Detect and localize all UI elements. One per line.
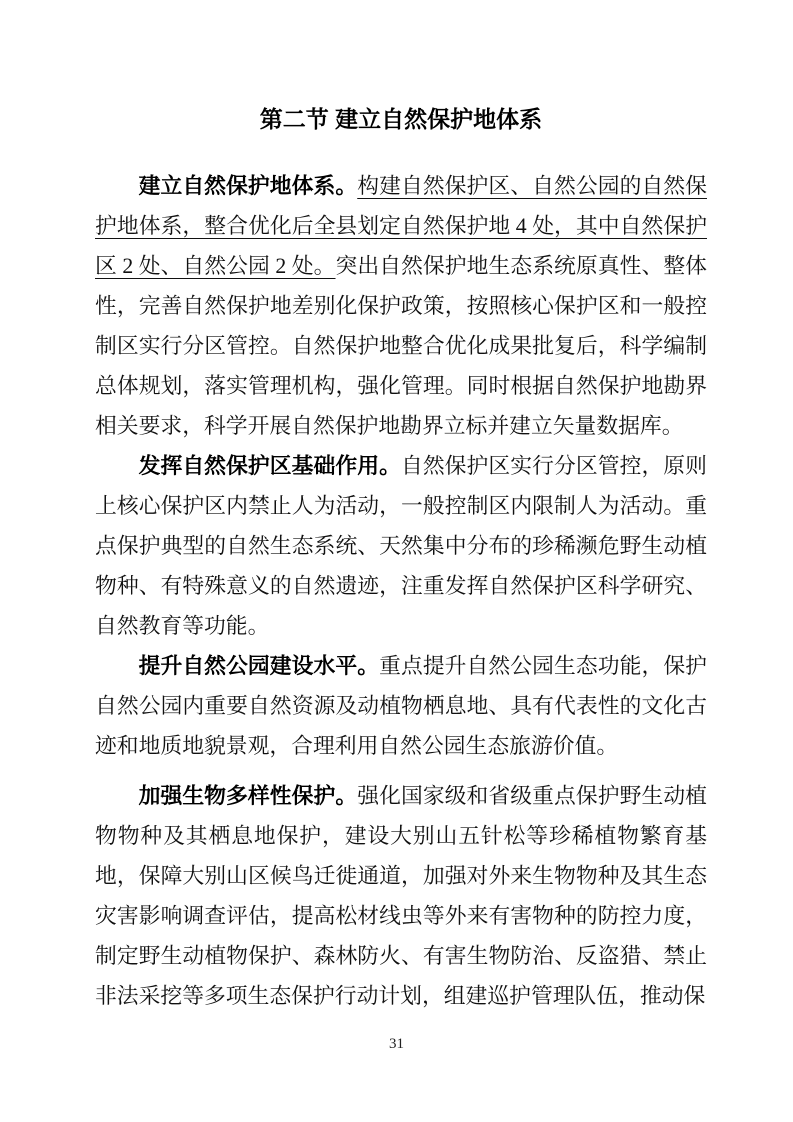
- section-title: 第二节 建立自然保护地体系: [259, 106, 543, 132]
- paragraph: [95, 446, 707, 646]
- paragraph: [95, 646, 707, 766]
- paragraph-text: 突出自然保护地生态系统原真性、整体性，完善自然保护地差别化保护政策，按照核心保护区和一般控制区实行分区管控。自然保护地整合优化成果批复后，科学编制总体规划，落实管理机构，强化管理。同时根据自然保护地勘界相关要求，科学开展自然保护地勘界立标并建立矢量数据库。: [95, 254, 707, 438]
- paragraph-lead: 提升自然公园建设水平。: [138, 654, 380, 678]
- paragraph-text: 强化国家级和省级重点保护野生动植物物种及其栖息地保护，建设大别山五针松等珍稀植物繁育基地，保障大别山区候鸟迁徙通道，加强对外来生物物种及其生态灾害影响调查评估，提高松材线虫等外来有害物种的防控力度，制定野生动植物保护、森林防火、有害生物防治、反盗猎、禁止非法采挖等多项生态保护行动计划，组建巡护管理队伍，推动保: [95, 784, 707, 1008]
- paragraph-text: 重点提升自然公园生态功能，保护自然公园内重要自然资源及动植物栖息地、具有代表性的文化古迹和地质地貌景观，合理利用自然公园生态旅游价值。: [95, 654, 707, 758]
- paragraph-lead: 发挥自然保护区基础作用。: [138, 454, 401, 478]
- paragraph: [95, 166, 707, 446]
- underlined-passage: 构建自然保护区、自然公园的自然保护地体系，整合优化后全县划定自然保护地 4 处，其中自然保护区 2 处、自然公园 2 处。: [95, 174, 707, 278]
- paragraph: [95, 776, 707, 1016]
- paragraph-lead: 建立自然保护地体系。: [138, 174, 358, 198]
- paragraph-text: 自然保护区实行分区管控，原则上核心保护区内禁止人为活动，一般控制区内限制人为活动。重点保护典型的自然生态系统、天然集中分布的珍稀濒危野生动植物种、有特殊意义的自然遗迹，注重发挥自然保护区科学研究、自然教育等功能。: [95, 454, 707, 638]
- paragraph-lead: 加强生物多样性保护。: [138, 784, 358, 808]
- page-number: 31: [389, 1036, 404, 1052]
- body-text: [95, 166, 707, 1016]
- page-content: [95, 0, 707, 1016]
